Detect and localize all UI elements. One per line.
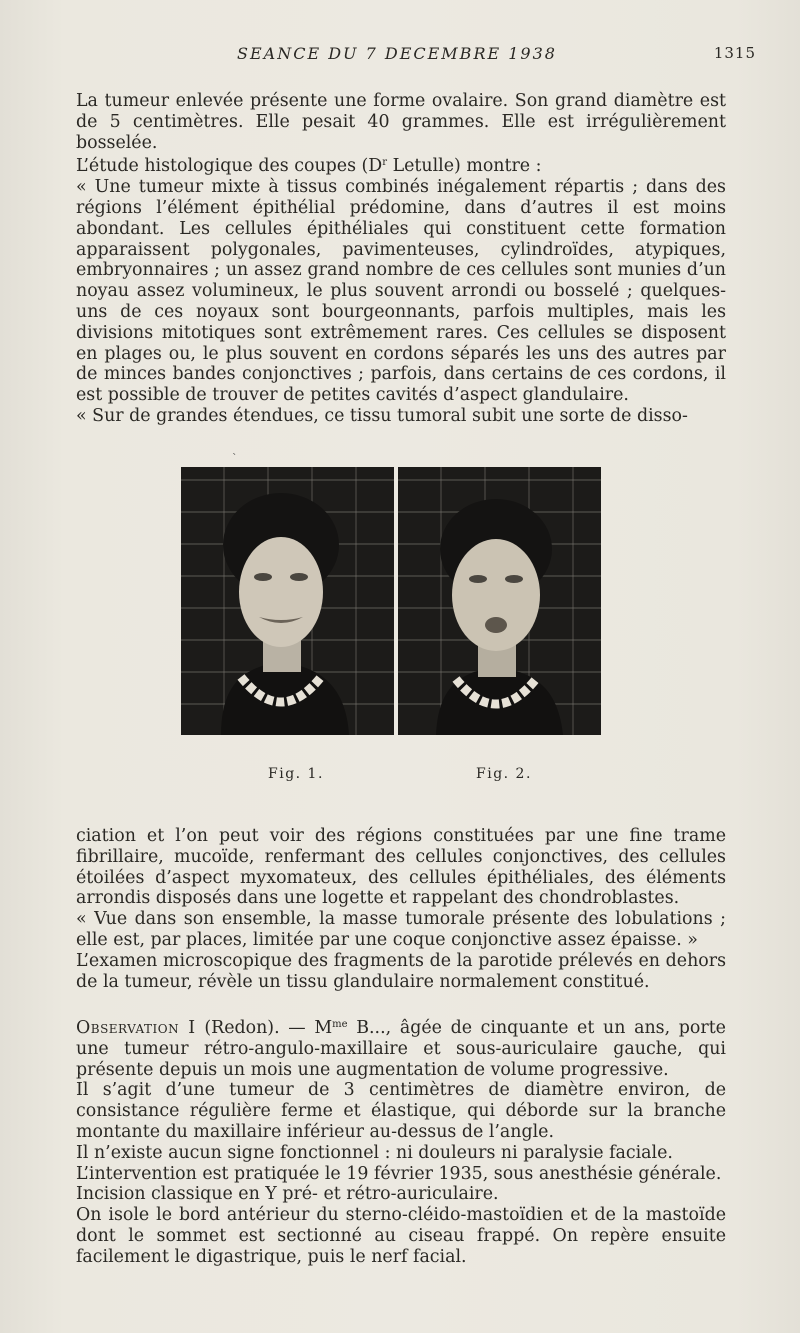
text-block-top [76, 91, 726, 427]
print-mark: ˋ [232, 452, 238, 465]
paragraph [76, 1143, 726, 1164]
paragraph-text: « Une tumeur mixte à tissus combinés inégalement répartis ; dans des régions l’élément épithélial prédomine, dans d’autres il est moins abondant. Les cellules épithéliales qui constituent cette formation apparaissent polygonales, pavimenteuses, cylindroïdes, atypiques, embryonnaires ; un assez grand nombre de ces cellules sont munies d’un noyau assez volumineux, le plus souvent arrondi ou bosselé ; quelques-uns de ces noyaux sont bourgeonnants, parfois multiples, mais les divisions mitotiques sont extrêmement rares. Ces cellules se disposent en plages ou, le plus souvent en cordons séparés les uns des autres par de minces bandes conjonctives ; parfois, dans certains de ces cordons, il est possible de trouver de petites cavités d’aspect glandulaire. [76, 177, 726, 406]
paragraph [76, 951, 726, 993]
figure-1-photo [181, 467, 394, 735]
running-title: SEANCE DU 7 DECEMBRE 1938 [237, 44, 557, 63]
paragraph-text: Incision classique en Y pré- et rétro-auriculaire. [76, 1184, 499, 1205]
page-number: 1315 [713, 44, 756, 62]
paragraph-text: « Sur de grandes étendues, ce tissu tumoral subit une sorte de disso- [76, 405, 688, 426]
figure-2-photo [398, 467, 601, 735]
madame-abbrev-sup: me [332, 1019, 348, 1030]
portrait-2-drawing [398, 467, 601, 735]
figure-2-caption: Fig. 2. [476, 766, 532, 782]
paragraph [76, 1184, 726, 1205]
paragraph-text: « Vue dans son ensemble, la masse tumorale présente des lobulations ; elle est, par places, limitée par une coque conjonctive assez épaisse. » [76, 909, 726, 950]
figure-group [181, 467, 601, 735]
paragraph-text: ciation et l’on peut voir des régions constituées par une fine trame fibrillaire, mucoïde, renfermant des cellules conjonctives, des cellules étoilées d’aspect myxomateux, des cellules épithéliales, des éléments arrondis disposés dans une logette et rappelant des chondroblastes. [76, 826, 726, 909]
paragraph [76, 91, 726, 153]
paragraph [76, 177, 726, 406]
observation-who-after: B..., âgée de cinquante et un ans, porte une tumeur rétro-angulo-maxillaire et sous-auriculaire gauche, qui présente depuis un mois une augmentation de volume progressive. [76, 1018, 726, 1080]
figure-1-caption: Fig. 1. [268, 766, 324, 782]
paragraph-text: Il s’agit d’une tumeur de 3 centimètres de diamètre environ, de consistance régulière ferme et élastique, qui déborde sur la branche montante du maxillaire inférieur au-dessus de l’angle. [76, 1080, 726, 1142]
observation-paragraph [76, 1015, 726, 1080]
paragraph-text: L’intervention est pratiquée le 19 février 1935, sous anesthésie générale. [76, 1163, 722, 1184]
histology-intro-before: L’étude histologique des coupes (D [76, 156, 383, 177]
paragraph [76, 153, 726, 177]
paragraph-text: La tumeur enlevée présente une forme ovalaire. Son grand diamètre est de 5 centimètres. Elle pesait 40 grammes. Elle est irrégulièrement bosselée. [76, 91, 726, 153]
paragraph [76, 1080, 726, 1142]
observation-label: Observation I [76, 1018, 196, 1038]
paragraph [76, 826, 726, 909]
paragraph-text: Il n’existe aucun signe fonctionnel : ni douleurs ni paralysie faciale. [76, 1142, 673, 1163]
histology-intro-after: Letulle) montre : [387, 156, 542, 177]
text-block-observation [76, 1015, 726, 1268]
paragraph [76, 1164, 726, 1185]
portrait-1-drawing [181, 467, 394, 735]
page-header [0, 44, 800, 70]
doctor-abbrev-sup: r [382, 157, 388, 169]
paragraph [76, 909, 726, 951]
paragraph [76, 406, 726, 427]
observation-who-before: (Redon). — M [195, 1018, 333, 1038]
text-block-middle [76, 826, 726, 992]
paragraph-text: L’examen microscopique des fragments de la parotide prélevés en dehors de la tumeur, révèle un tissu glandulaire normalement constitué. [76, 950, 726, 992]
paragraph-text: On isole le bord antérieur du sterno-cléido-mastoïdien et de la mastoïde dont le sommet est sectionné au ciseau frappé. On repère ensuite facilement le digastrique, puis le nerf facial. [76, 1205, 726, 1267]
paragraph [76, 1205, 726, 1267]
